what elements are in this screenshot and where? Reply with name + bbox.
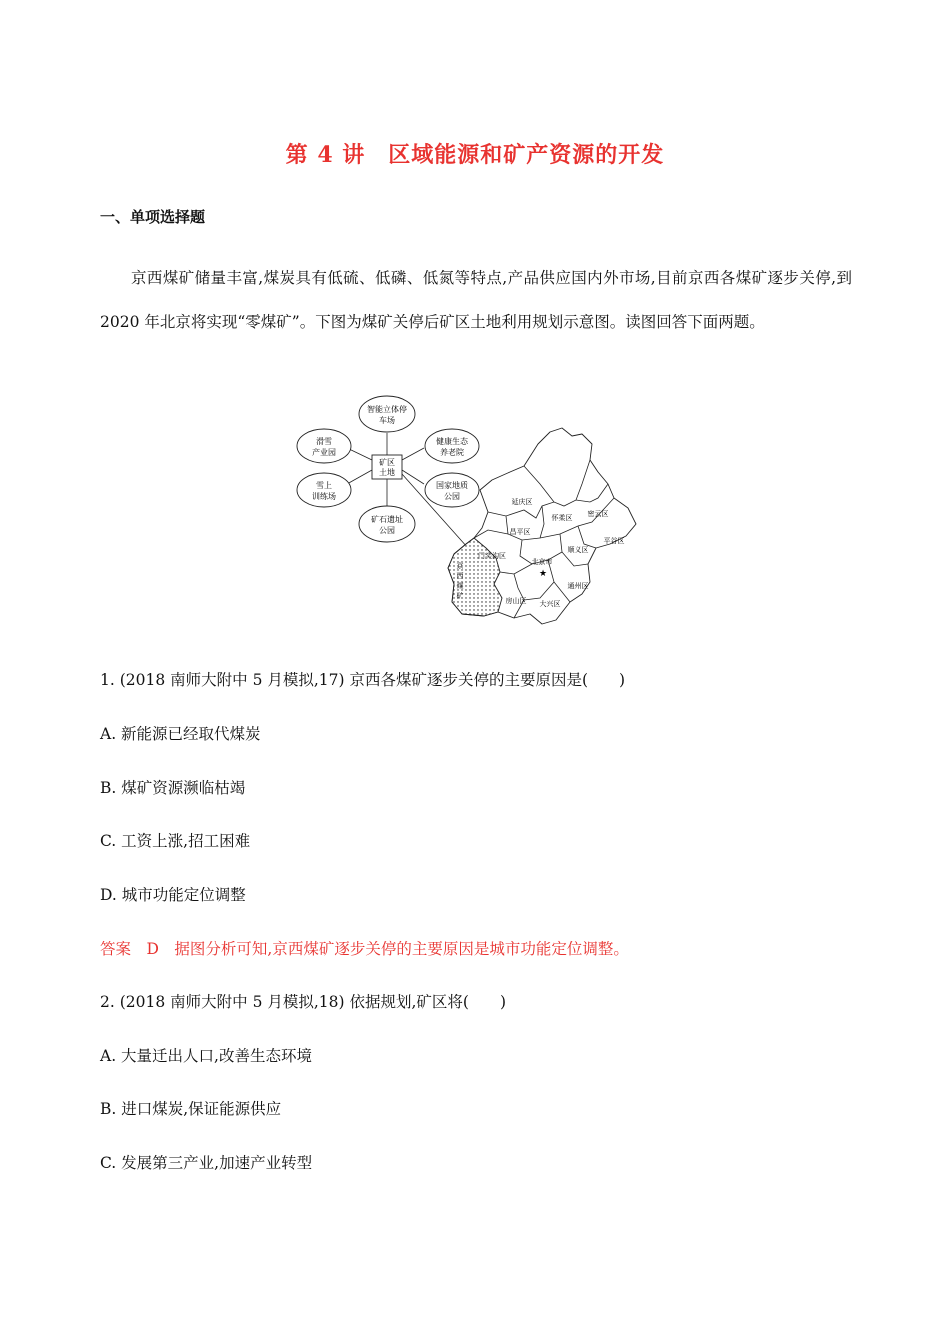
question-2-option-a: A. 大量迁出人口,改善生态环境 bbox=[100, 1047, 312, 1065]
district-mentougou: 门头沟区 bbox=[478, 552, 506, 560]
question-1-option-d: D. 城市功能定位调整 bbox=[100, 886, 246, 904]
node-ski-l1: 滑雪 bbox=[316, 437, 332, 446]
node-elderly-l2: 养老院 bbox=[440, 448, 464, 457]
land-use-diagram bbox=[292, 388, 662, 628]
jingxi-label-1: 京 bbox=[456, 562, 464, 570]
district-huairou: 怀柔区 bbox=[551, 514, 573, 522]
question-2-stem: 2. (2018 南师大附中 5 月模拟,18) 依据规划,矿区将( ) bbox=[100, 993, 506, 1011]
question-1-option-b: B. 煤矿资源濒临枯竭 bbox=[100, 779, 246, 797]
question-1-option-a: A. 新能源已经取代煤炭 bbox=[100, 725, 261, 743]
node-elderly-l1: 健康生态 bbox=[436, 437, 468, 446]
district-beijing-city: 北京市 bbox=[531, 558, 553, 566]
node-geopark-l2: 公园 bbox=[444, 492, 460, 501]
question-1-stem: 1. (2018 南师大附中 5 月模拟,17) 京西各煤矿逐步关停的主要原因是( ) bbox=[100, 671, 626, 689]
node-parking bbox=[359, 396, 415, 432]
mine-land-label-1: 矿区 bbox=[379, 458, 395, 467]
question-2-option-c: C. 发展第三产业,加速产业转型 bbox=[100, 1154, 313, 1172]
node-elderly-care bbox=[425, 429, 479, 463]
node-parking-l2: 车场 bbox=[379, 416, 395, 425]
node-relic-l1: 矿石遗址 bbox=[371, 515, 403, 524]
district-daxing: 大兴区 bbox=[539, 600, 561, 608]
district-pinggu: 平谷区 bbox=[603, 537, 625, 545]
page-title: 第 4 讲 区域能源和矿产资源的开发 bbox=[285, 142, 665, 168]
section-heading: 一、单项选择题 bbox=[100, 208, 206, 226]
node-geopark-l1: 国家地质 bbox=[436, 481, 468, 490]
jingxi-label-3: 煤 bbox=[456, 582, 464, 590]
district-changping: 昌平区 bbox=[509, 528, 531, 536]
node-geopark bbox=[425, 473, 479, 507]
node-ski-industry bbox=[297, 429, 351, 463]
district-fangshan: 房山区 bbox=[505, 597, 527, 605]
district-yanqing: 延庆区 bbox=[511, 498, 533, 506]
district-tongzhou: 通州区 bbox=[567, 582, 589, 590]
mine-land-label-2: 土地 bbox=[379, 468, 395, 477]
question-2-option-b: B. 进口煤炭,保证能源供应 bbox=[100, 1100, 282, 1118]
district-miyun: 密云区 bbox=[587, 510, 609, 518]
intro-paragraph: 京西煤矿储量丰富,煤炭具有低硫、低磷、低氮等特点,产品供应国内外市场,目前京西各煤矿逐步关停,到 2020 年北京将实现“零煤矿”。下图为煤矿关停后矿区土地利用规划示意图。读图回答下面两题。 bbox=[100, 269, 852, 331]
node-mine-relic-park bbox=[359, 506, 415, 542]
node-snow-l1: 雪上 bbox=[316, 481, 332, 490]
node-ski-l2: 产业园 bbox=[312, 448, 336, 457]
jingxi-label-2: 西 bbox=[456, 572, 464, 580]
node-snow-l2: 训练场 bbox=[312, 492, 336, 501]
node-snow-training bbox=[297, 473, 351, 507]
capital-star-icon: ★ bbox=[538, 569, 548, 579]
question-1-answer: 答案 D 据图分析可知,京西煤矿逐步关停的主要原因是城市功能定位调整。 bbox=[100, 940, 629, 958]
district-shunyi: 顺义区 bbox=[567, 546, 589, 554]
node-relic-l2: 公园 bbox=[379, 526, 395, 535]
question-1-option-c: C. 工资上涨,招工困难 bbox=[100, 832, 251, 850]
jingxi-label-4: 矿 bbox=[456, 592, 464, 600]
node-parking-l1: 智能立体停 bbox=[367, 405, 407, 414]
